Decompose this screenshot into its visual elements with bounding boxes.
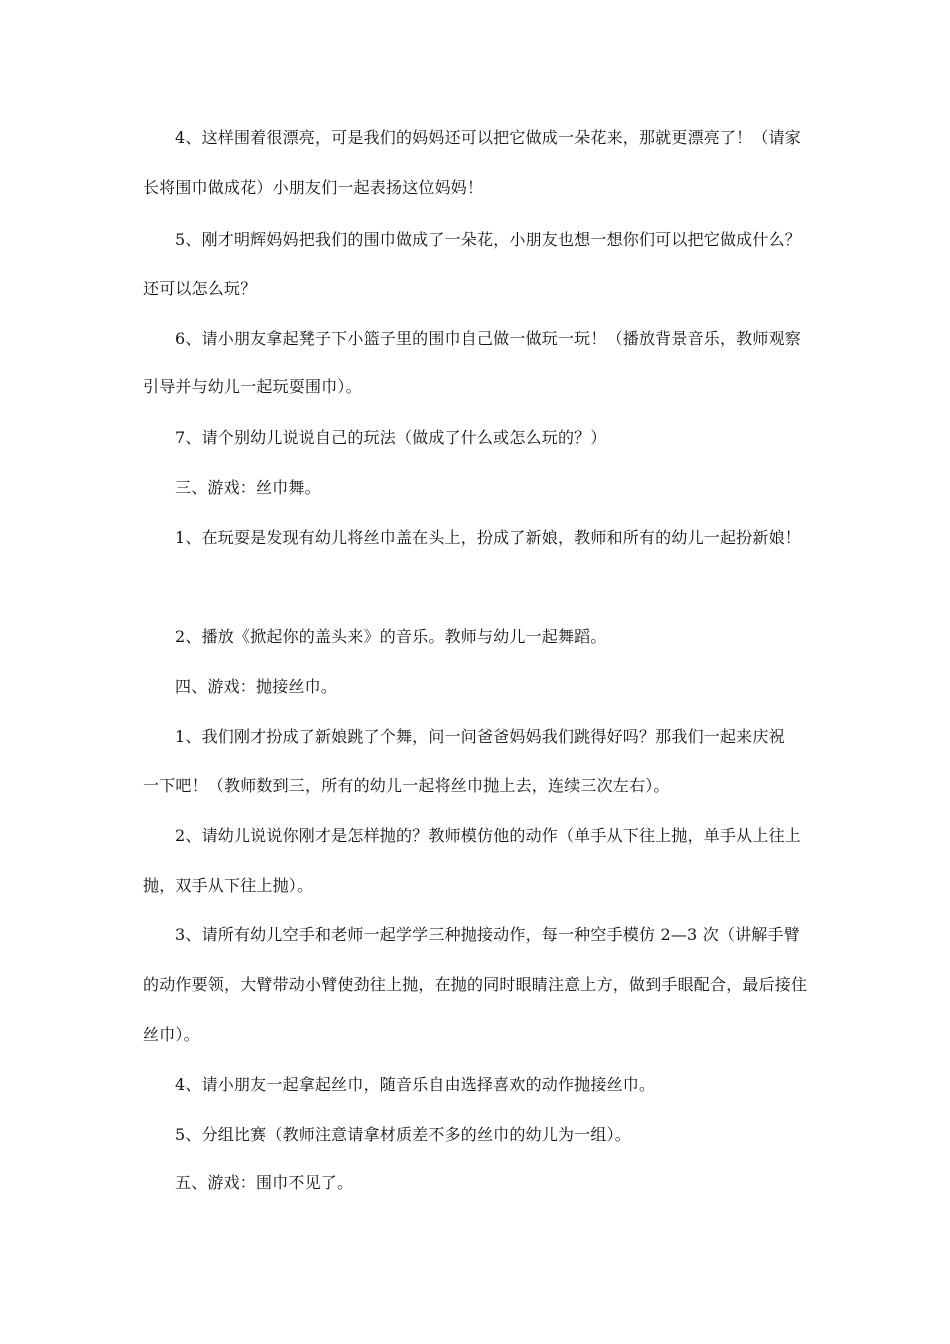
paragraph-line: 4、请小朋友一起拿起丝巾，随音乐自由选择喜欢的动作抛接丝巾。 <box>175 1075 656 1094</box>
paragraph-line: 6、请小朋友拿起凳子下小篮子里的围巾自己做一做玩一玩！（播放背景音乐，教师观察 <box>175 329 801 348</box>
paragraph-line: 2、请幼儿说说你刚才是怎样抛的？教师模仿他的动作（单手从下往上抛，单手从上往上 <box>175 826 801 845</box>
section-heading: 四、游戏：抛接丝巾。 <box>175 677 338 696</box>
paragraph-line: 4、这样围着很漂亮，可是我们的妈妈还可以把它做成一朵花来，那就更漂亮了！（请家 <box>175 128 801 147</box>
paragraph-line: 的动作要领，大臂带动小臂使劲往上抛，在抛的同时眼睛注意上方，做到手眼配合，最后接住 <box>143 975 808 994</box>
paragraph-line: 一下吧！（教师数到三，所有的幼儿一起将丝巾抛上去，连续三次左右）。 <box>143 776 670 795</box>
paragraph-line: 还可以怎么玩？ <box>143 279 257 298</box>
paragraph-line: 丝巾）。 <box>143 1025 200 1044</box>
paragraph-line: 5、分组比赛（教师注意请拿材质差不多的丝巾的幼儿为一组）。 <box>175 1125 631 1144</box>
paragraph-line: 7、请个别幼儿说说自己的玩法（做成了什么或怎么玩的？） <box>175 428 607 447</box>
paragraph-line: 2、播放《掀起你的盖头来》的音乐。教师与幼儿一起舞蹈。 <box>175 627 607 646</box>
section-heading: 三、游戏：丝巾舞。 <box>175 478 321 497</box>
paragraph-line: 3、请所有幼儿空手和老师一起学学三种抛接动作，每一种空手模仿 2—3 次（讲解手臂 <box>175 925 800 944</box>
section-heading: 五、游戏：围巾不见了。 <box>175 1173 354 1192</box>
paragraph-line: 长将围巾做成花）小朋友们一起表扬这位妈妈！ <box>143 178 484 197</box>
paragraph-line: 5、刚才明辉妈妈把我们的围巾做成了一朵花，小朋友也想一想你们可以把它做成什么？ <box>175 230 801 249</box>
paragraph-line: 1、我们刚才扮成了新娘跳了个舞，问一问爸爸妈妈我们跳得好吗？那我们一起来庆祝 <box>175 727 785 746</box>
paragraph-line: 1、在玩耍是发现有幼儿将丝巾盖在头上，扮成了新娘，教师和所有的幼儿一起扮新娘！ <box>175 528 801 547</box>
paragraph-line: 引导并与幼儿一起玩耍围巾）。 <box>143 377 362 396</box>
paragraph-line: 抛，双手从下往上抛）。 <box>143 876 314 895</box>
